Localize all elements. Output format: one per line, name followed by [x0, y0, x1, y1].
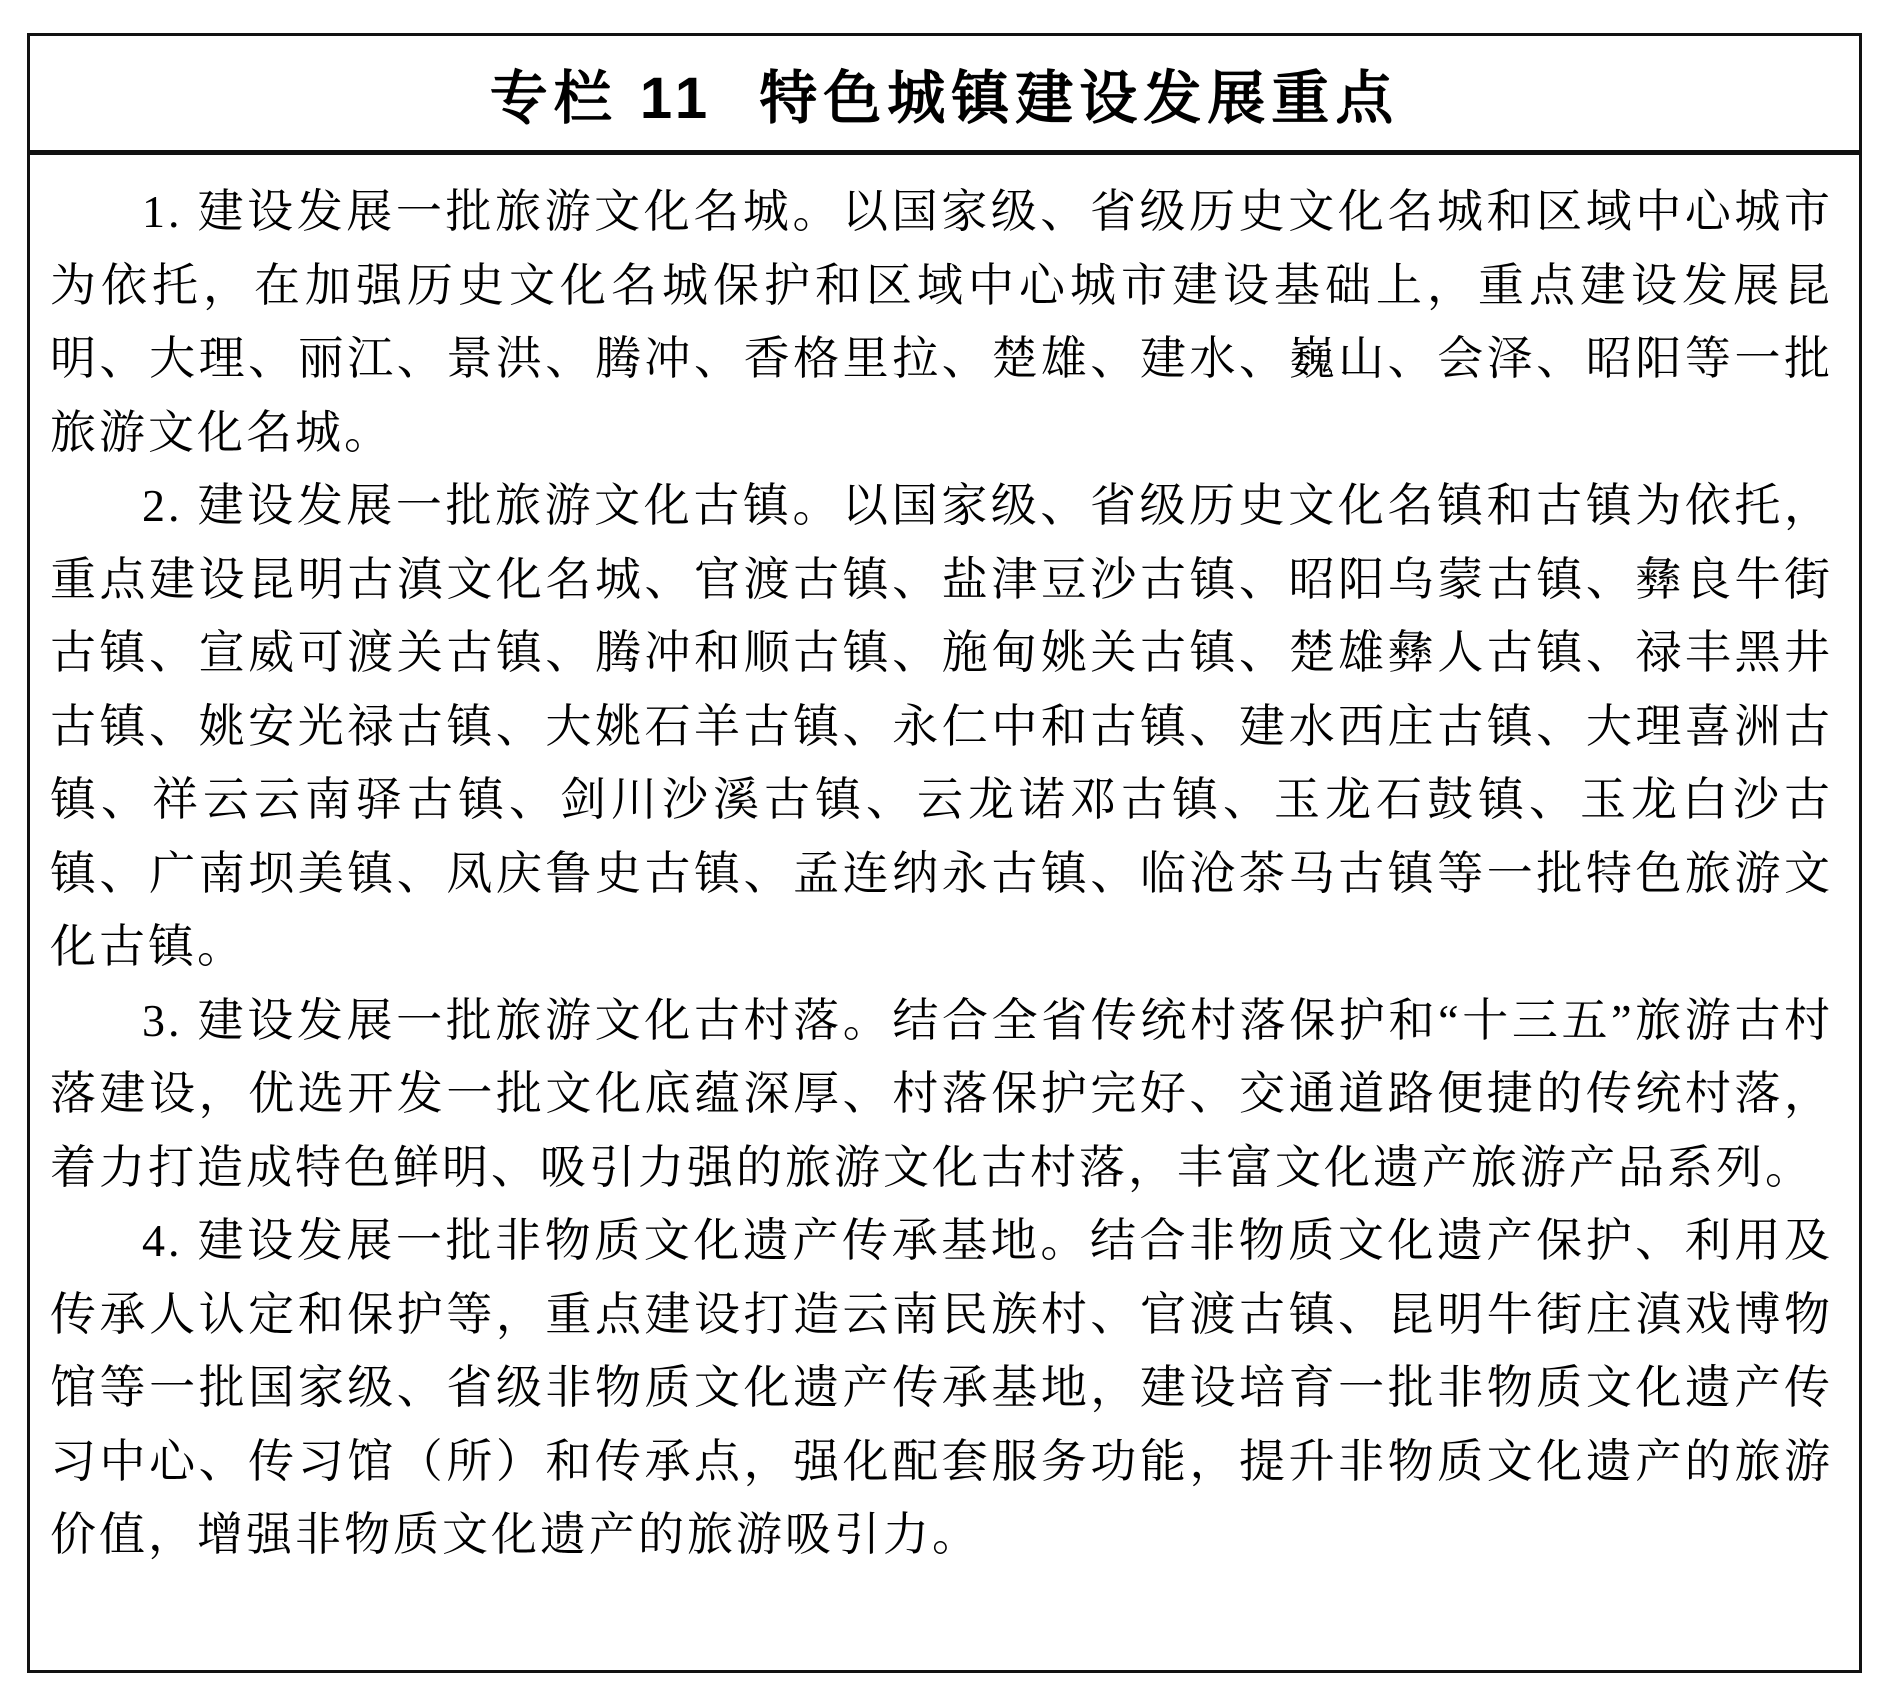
- feature-towns-panel: [27, 33, 1862, 1673]
- paragraph-ancient-towns: 2. 建设发展一批旅游文化古镇。以国家级、省级历史文化名镇和古镇为依托，重点建设昆明古滇文化名城、官渡古镇、盐津豆沙古镇、昭阳乌蒙古镇、彝良牛街古镇、宣威可渡关古镇、腾冲和顺古镇、施甸姚关古镇、楚雄彝人古镇、禄丰黑井古镇、姚安光禄古镇、大姚石羊古镇、永仁中和古镇、建水西庄古镇、大理喜洲古镇、祥云云南驿古镇、剑川沙溪古镇、云龙诺邓古镇、玉龙石鼓镇、玉龙白沙古镇、广南坝美镇、凤庆鲁史古镇、孟连纳永古镇、临沧茶马古镇等一批特色旅游文化古镇。: [50, 480, 1833, 972]
- panel-title-text: 特色城镇建设发展重点: [759, 66, 1400, 131]
- panel-body: [30, 155, 1859, 1572]
- paragraph-ancient-villages: 3. 建设发展一批旅游文化古村落。结合全省传统村落保护和“十三五”旅游古村落建设，优选开发一批文化底蕴深厚、村落保护完好、交通道路便捷的传统村落，着力打造成特色鲜明、吸引力强的旅游文化古村落，丰富文化遗产旅游产品系列。: [50, 994, 1833, 1193]
- paragraph-famous-cities: 1. 建设发展一批旅游文化名城。以国家级、省级历史文化名城和区域中心城市为依托，在加强历史文化名城保护和区域中心城市建设基础上，重点建设发展昆明、大理、丽江、景洪、腾冲、香格里拉、楚雄、建水、巍山、会泽、昭阳等一批旅游文化名城。: [50, 186, 1833, 458]
- paragraph-intangible-heritage: 4. 建设发展一批非物质文化遗产传承基地。结合非物质文化遗产保护、利用及传承人认定和保护等，重点建设打造云南民族村、官渡古镇、昆明牛街庄滇戏博物馆等一批国家级、省级非物质文化遗产传承基地，建设培育一批非物质文化遗产传习中心、传习馆（所）和传承点，强化配套服务功能，提升非物质文化遗产的旅游价值，增强非物质文化遗产的旅游吸引力。: [50, 1215, 1833, 1560]
- panel-title: [30, 36, 1859, 155]
- panel-title-label: 专栏 11: [489, 66, 714, 131]
